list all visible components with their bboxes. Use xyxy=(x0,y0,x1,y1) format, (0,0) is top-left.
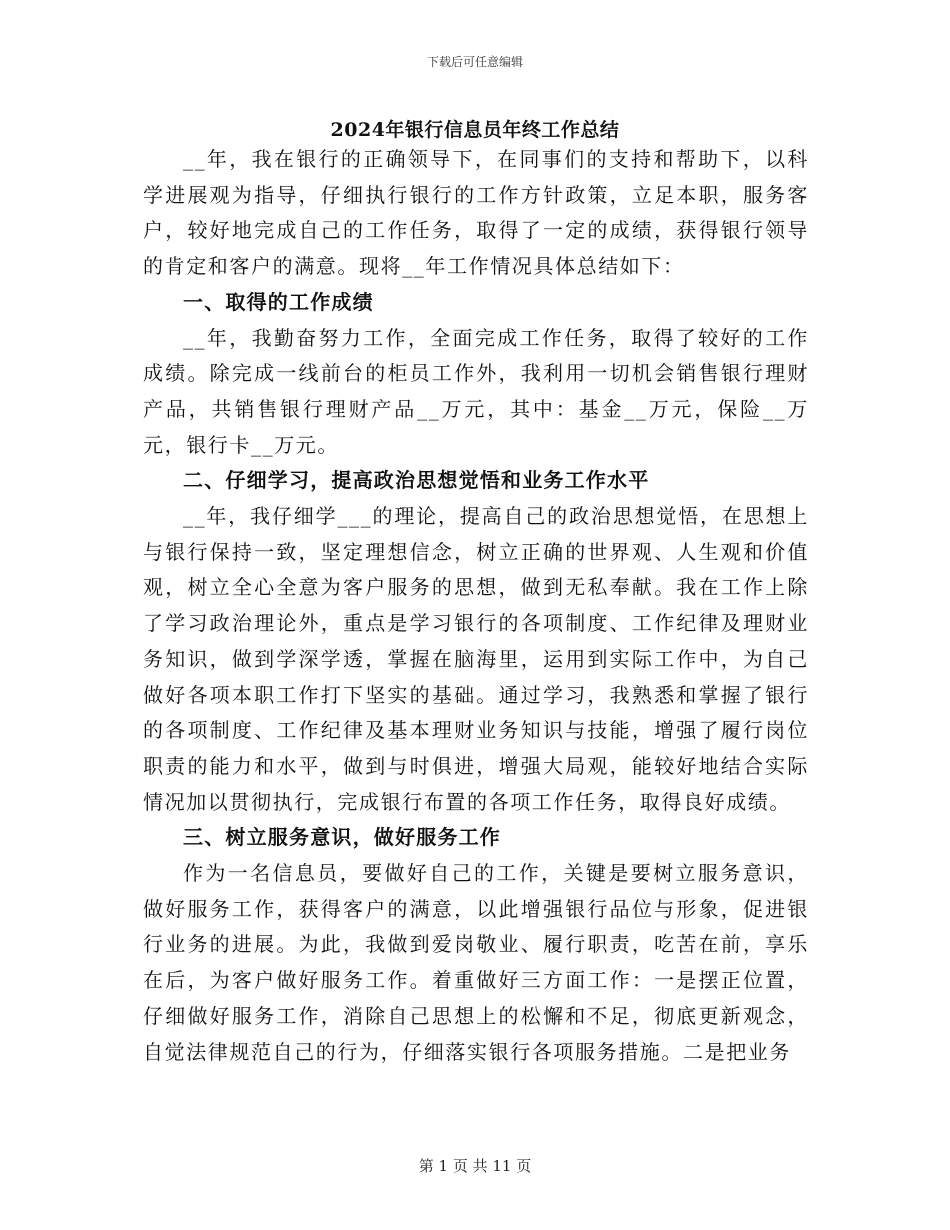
document-body xyxy=(143,142,809,1070)
page-header-note: 下载后可任意编辑 xyxy=(426,55,523,69)
intro-paragraph: __年，我在银行的正确领导下，在同事们的支持和帮助下，以科学进展观为指导，仔细执行银行的工作方针政策，立足本职，服务客户，较好地完成自己的工作任务，取得了一定的成绩，获得银行领导的肯定和客户的满意。现将__年工作情况具体总结如下： xyxy=(143,147,809,279)
section-heading-3: 三、树立服务意识，做好服务工作 xyxy=(183,825,501,850)
section-paragraph-1: __年，我勤奋努力工作，全面完成工作任务，取得了较好的工作成绩。除完成一线前台的柜员工作外，我利用一切机会销售银行理财产品，共销售银行理财产品__万元，其中：基金__万元，保险__万元，银行卡__万元。 xyxy=(143,325,809,457)
document-title: 2024年银行信息员年终工作总结 xyxy=(330,119,620,141)
page-number: 第 1 页 共 11 页 xyxy=(418,1157,532,1175)
section-heading-1: 一、取得的工作成绩 xyxy=(183,289,374,314)
section-paragraph-3: 作为一名信息员，要做好自己的工作，关键是要树立服务意识，做好服务工作，获得客户的满意，以此增强银行品位与形象，促进银行业务的进展。为此，我做到爱岗敬业、履行职责，吃苦在前，享乐在后，为客户做好服务工作。着重做好三方面工作：一是摆正位置，仔细做好服务工作，消除自己思想上的松懈和不足，彻底更新观念，自觉法律规范自己的行为，仔细落实银行各项服务措施。二是把业务 xyxy=(143,861,809,1064)
section-heading-2: 二、仔细学习，提高政治思想觉悟和业务工作水平 xyxy=(183,468,650,493)
section-paragraph-2: __年，我仔细学___的理论，提高自己的政治思想觉悟，在思想上与银行保持一致，坚定理想信念，树立正确的世界观、人生观和价值观，树立全心全意为客户服务的思想，做到无私奉献。我在工作上除了学习政治理论外，重点是学习银行的各项制度、工作纪律及理财业务知识，做到学深学透，掌握在脑海里，运用到实际工作中，为自己做好各项本职工作打下坚实的基础。通过学习，我熟悉和掌握了银行的各项制度、工作纪律及基本理财业务知识与技能，增强了履行岗位职责的能力和水平，做到与时俱进，增强大局观，能较好地结合实际情况加以贯彻执行，完成银行布置的各项工作任务，取得良好成绩。 xyxy=(143,504,809,814)
